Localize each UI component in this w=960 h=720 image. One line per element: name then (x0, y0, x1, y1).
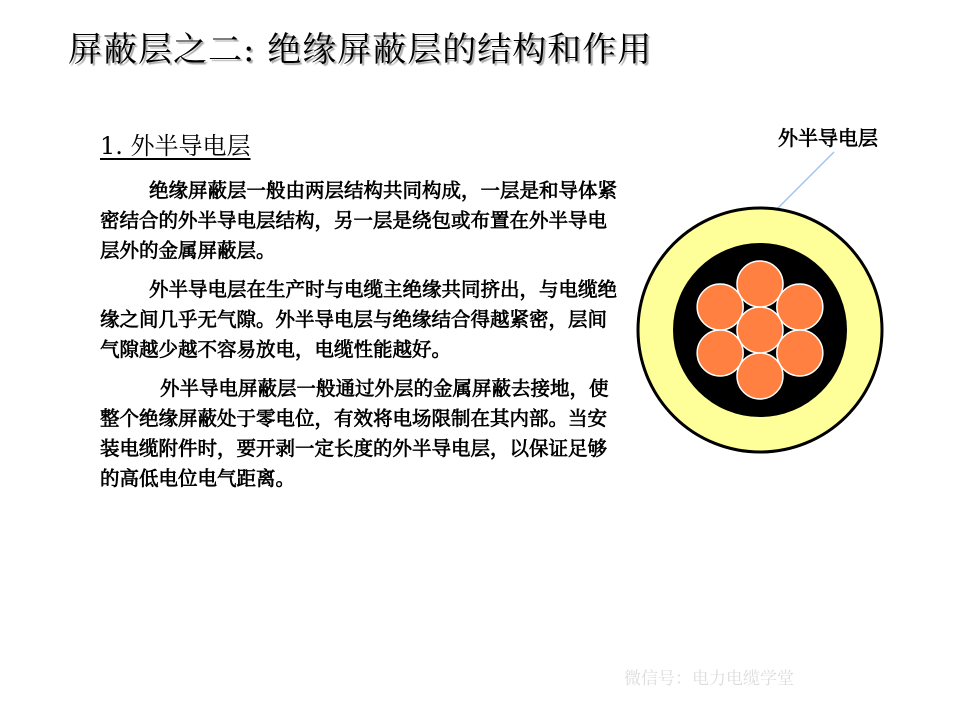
slide-title: 屏蔽层之二: 绝缘屏蔽层的结构和作用 (68, 30, 653, 70)
outer-strand (697, 330, 743, 376)
paragraph-extrusion: 外半导电层在生产时与电缆主绝缘共同挤出，与电缆绝缘之间几乎无气隙。外半导电层与绝缘结合得越紧密，层间气隙越少越不容易放电，电缆性能越好。 (100, 278, 618, 361)
watermark: 微信号：电力电缆学堂 (624, 669, 794, 689)
callout-label: 外半导电层 (778, 126, 878, 150)
section-heading: 1. 外半导电层 (100, 132, 251, 160)
outer-strand (737, 353, 783, 399)
outer-strand (697, 284, 743, 330)
paragraph-composition: 绝缘屏蔽层一般由两层结构共同构成，一层是和导体紧密结合的外半导电层结构，另一层是绕包或布置在外半导电层外的金属屏蔽层。 (100, 179, 618, 262)
outer-strand (777, 284, 823, 330)
outer-strand (737, 261, 783, 307)
outer-strand (777, 330, 823, 376)
center-strand (737, 307, 783, 353)
paragraph-grounding: 外半导电屏蔽层一般通过外层的金属屏蔽去接地，使整个绝缘屏蔽处于零电位，有效将电场限制在其内部。当安装电缆附件时，要开剥一定长度的外半导电层，以保证足够的高低电位电气距离。 (100, 377, 609, 490)
callout-leader-line (772, 152, 834, 214)
